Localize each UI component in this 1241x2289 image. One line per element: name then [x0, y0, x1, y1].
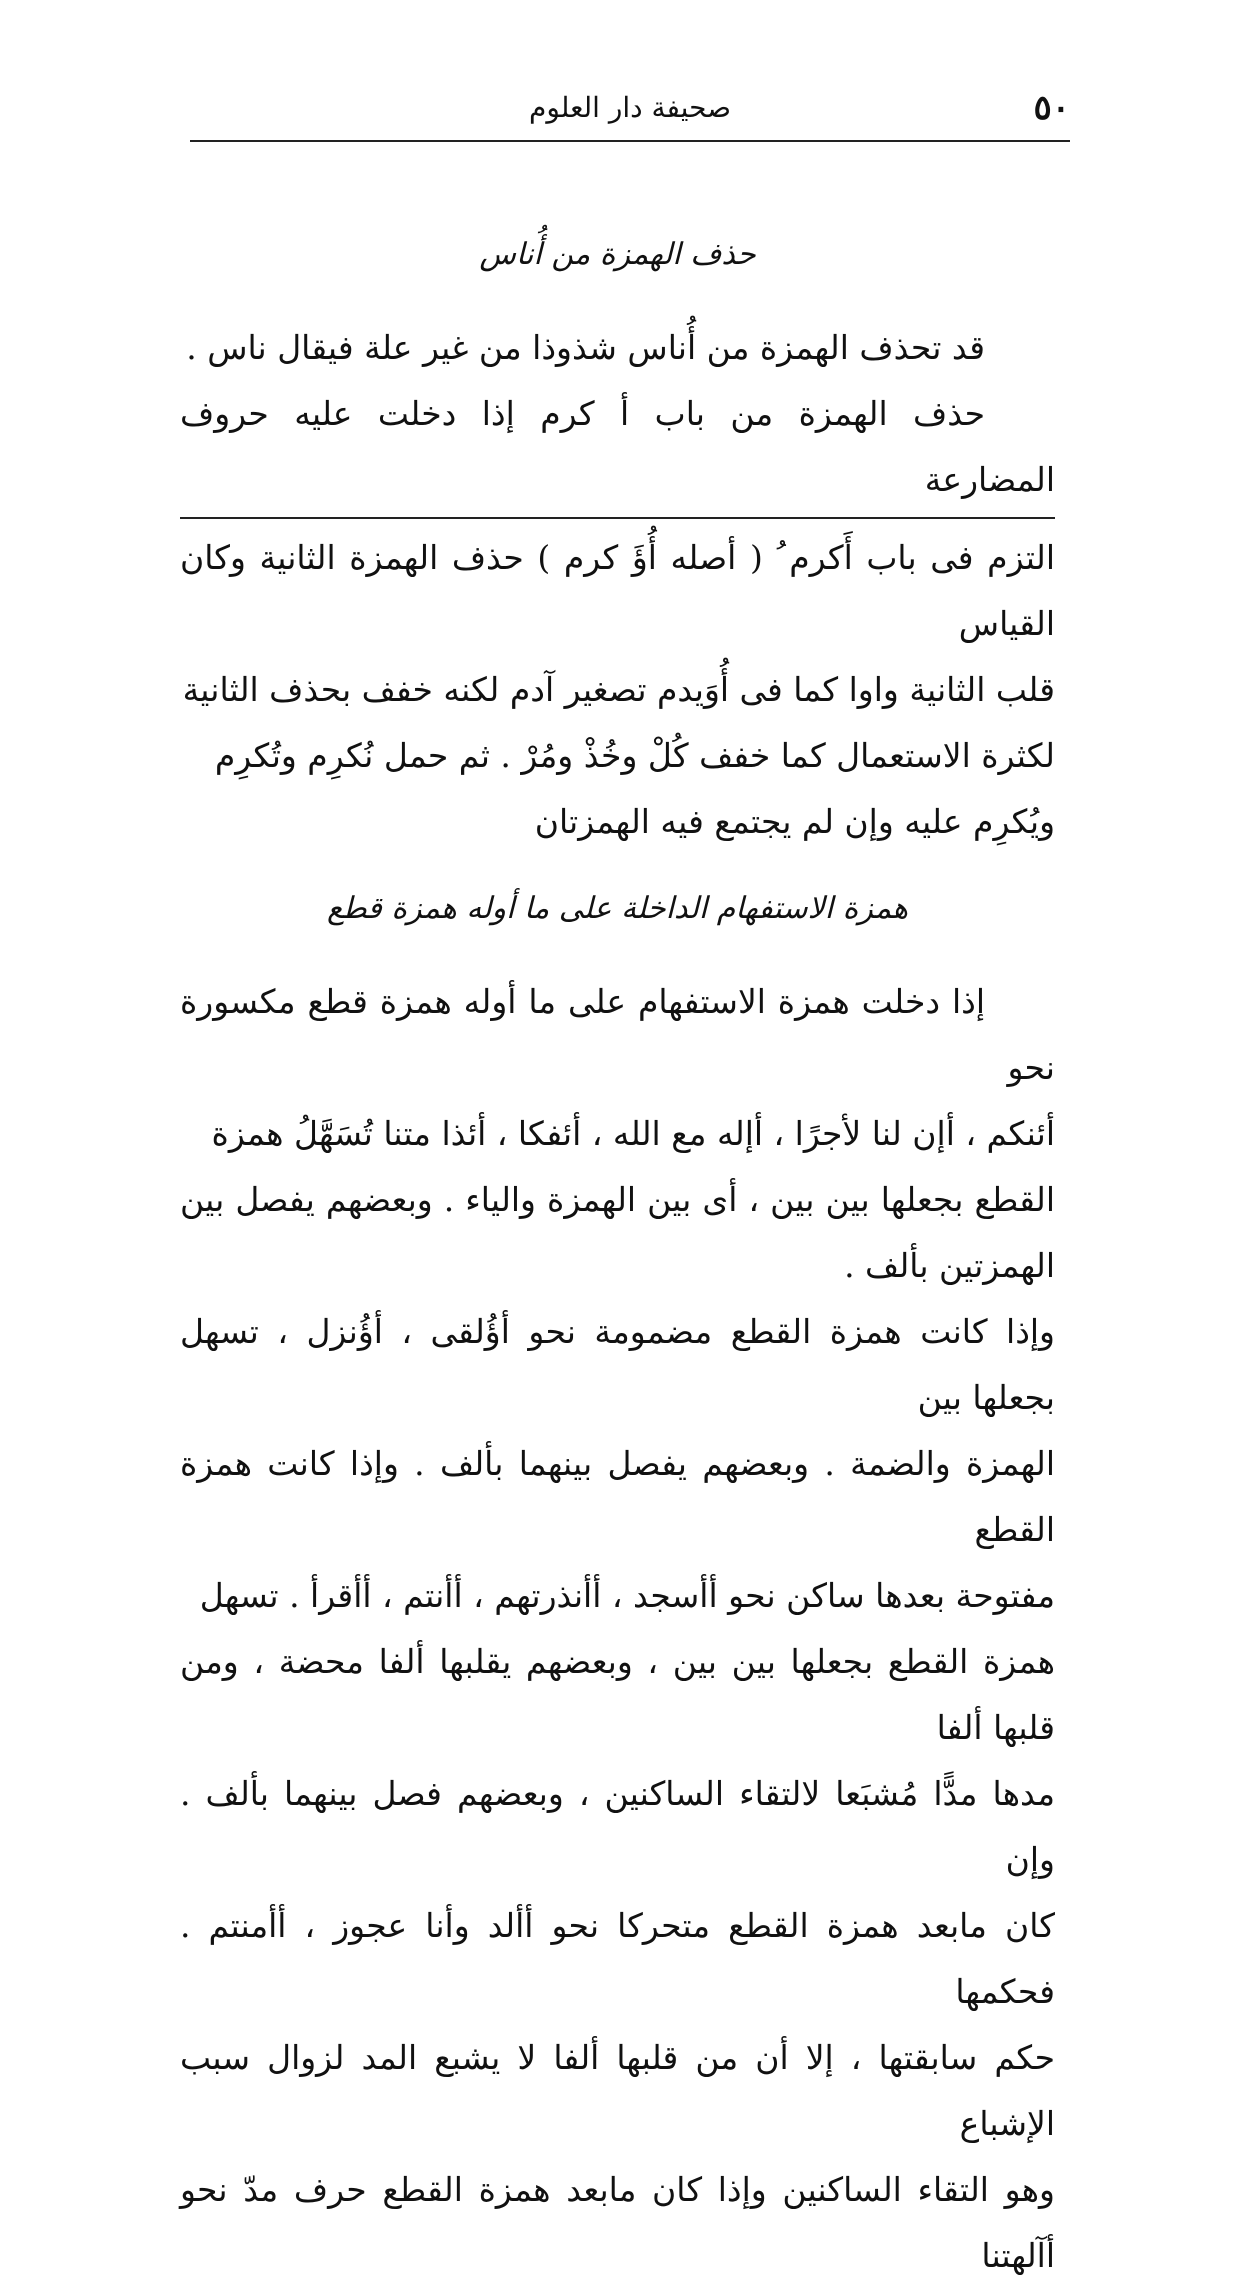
- text-line: القطع بجعلها بين بين ، أى بين الهمزة والياء . وبعضهم يفصل بين الهمزتين بألف .: [180, 1180, 1055, 1285]
- section-1-intro: قد تحذف الهمزة من أُناس شذوذا من غير علة فيقال ناس .: [186, 328, 985, 367]
- section-1-paragraph: [180, 525, 1055, 855]
- section-heading-1: حذف الهمزة من أُناس: [479, 237, 756, 272]
- text-line: مفتوحة بعدها ساكن نحو أأسجد ، أأنذرتهم ، أأنتم ، أأقرأ . تسهل: [199, 1576, 1055, 1615]
- text-line: قلب الثانية واوا كما فى أُوَيدم تصغير آدم لكنه خفف بحذف الثانية: [182, 670, 1055, 709]
- page-body: [180, 225, 1055, 2289]
- text-line: أئنكم ، أإن لنا لأجرًا ، أإله مع الله ، أئفكا ، أئذا متنا تُسَهَّلُ همزة: [211, 1114, 1055, 1153]
- text-line: حكم سابقتها ، إلا أن من قلبها ألفا لا يشبع المد لزوال سبب الإشباع: [180, 2038, 1055, 2143]
- header-rule: [190, 140, 1070, 142]
- section-2-paragraph: [180, 969, 1055, 2289]
- text-line: التزم فى باب أَكرم ُ ( أصله أُؤَ كرم ) حذف الهمزة الثانية وكان القياس: [180, 538, 1055, 643]
- text-line: وإذا كانت همزة القطع مضمومة نحو أؤُلقى ، أؤُنزل ، تسهل بجعلها بين: [180, 1312, 1055, 1417]
- text-line: مدها مدًّا مُشبَعا لالتقاء الساكنين ، وبعضهم فصل بينهما بألف . وإن: [180, 1774, 1055, 1879]
- section-1-subtitle: حذف الهمزة من باب أ كرم إذا دخلت عليه حروف المضارعة: [180, 381, 1055, 519]
- text-line: وهو التقاء الساكنين وإذا كان مابعد همزة القطع حرف مدّ نحو أآلهتنا: [180, 2170, 1055, 2275]
- text-line: الهمزة والضمة . وبعضهم يفصل بينهما بألف . وإذا كانت همزة القطع: [180, 1444, 1055, 1549]
- text-line: لكثرة الاستعمال كما خفف كُلْ وخُذْ ومُرْ . ثم حمل نُكرِم وتُكرِم: [214, 736, 1055, 775]
- section-heading-2: همزة الاستفهام الداخلة على ما أوله همزة قطع: [326, 891, 909, 926]
- text-line: همزة القطع بجعلها بين بين ، وبعضهم يقلبها ألفا محضة ، ومن قلبها ألفا: [180, 1642, 1055, 1747]
- running-title: صحيفة دار العلوم: [529, 91, 731, 124]
- text-line: إذا دخلت همزة الاستفهام على ما أوله همزة قطع مكسورة نحو: [180, 982, 1055, 1087]
- page-header: [190, 88, 1070, 128]
- text-line: ويُكرِم عليه وإن لم يجتمع فيه الهمزتان: [534, 802, 1055, 841]
- page-number: ٥٠: [1033, 88, 1070, 128]
- text-line: كان مابعد همزة القطع متحركا نحو أألد وأنا عجوز ، أأمنتم . فحكمها: [180, 1906, 1055, 2011]
